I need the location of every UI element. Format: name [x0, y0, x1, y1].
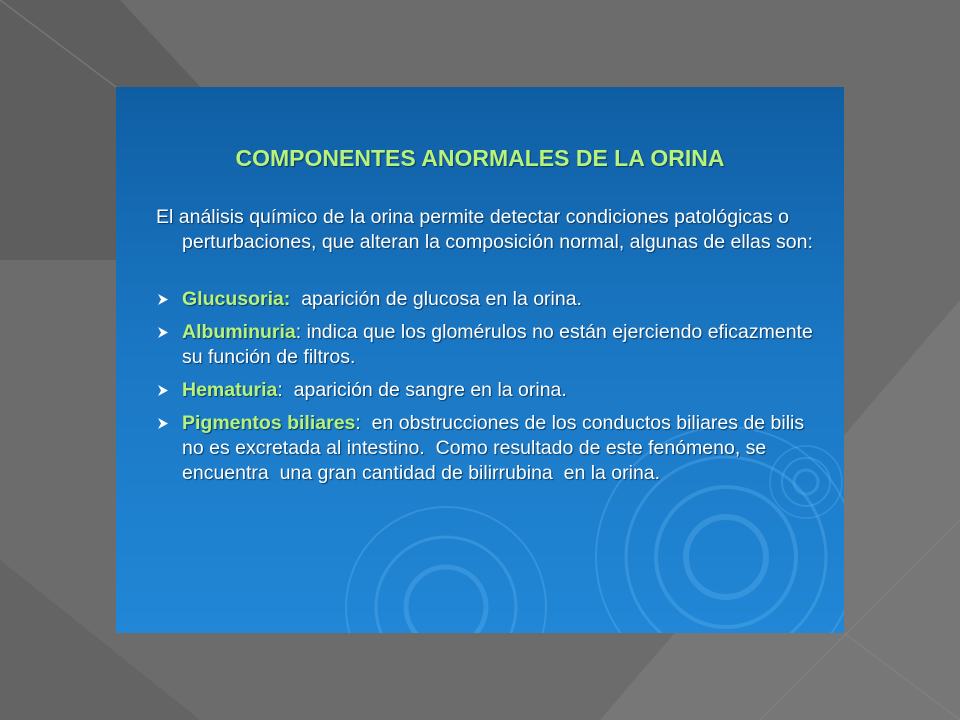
- bullet-term: Albuminuria: [182, 321, 296, 343]
- slide-title: COMPONENTES ANORMALES DE LA ORINA: [235, 145, 725, 171]
- list-item: [156, 411, 816, 486]
- bullet-text: aparición de sangre en la orina.: [282, 379, 567, 401]
- list-item: [156, 378, 816, 403]
- arrowhead-bullet-icon: [158, 385, 168, 396]
- bullet-text: aparición de glucosa en la orina.: [290, 288, 582, 310]
- slide-content: [116, 87, 844, 633]
- list-item: [156, 287, 816, 312]
- bullet-text: indica que los glomérulos no están ejerciendo eficazmente su función de filtros.: [182, 321, 819, 368]
- arrowhead-bullet-icon: [158, 327, 168, 338]
- bullet-text: en obstrucciones de los conductos biliares de bilis no es excretada al intestino. Como resultado de este fenómeno, se encuentra una gran cantidad de bilirrubina en la orina.: [182, 412, 810, 484]
- list-item: [156, 320, 819, 370]
- bullet-separator: :: [283, 288, 291, 310]
- bullet-term: Hematuria: [182, 379, 278, 401]
- bullet-term: Glucusoria: [182, 288, 284, 310]
- bullet-list: [156, 287, 819, 494]
- bullet-separator: :: [277, 379, 283, 401]
- arrowhead-bullet-icon: [158, 418, 168, 429]
- bullet-term: Pigmentos biliares: [182, 412, 356, 434]
- slide-panel: [116, 87, 844, 633]
- bullet-separator: :: [295, 321, 302, 343]
- arrowhead-bullet-icon: [158, 294, 168, 305]
- bullet-separator: :: [355, 412, 361, 434]
- intro-paragraph: El análisis químico de la orina permite detectar condiciones patológicas o perturbaciones, que alteran la composición normal, algunas de ellas son:: [156, 206, 813, 253]
